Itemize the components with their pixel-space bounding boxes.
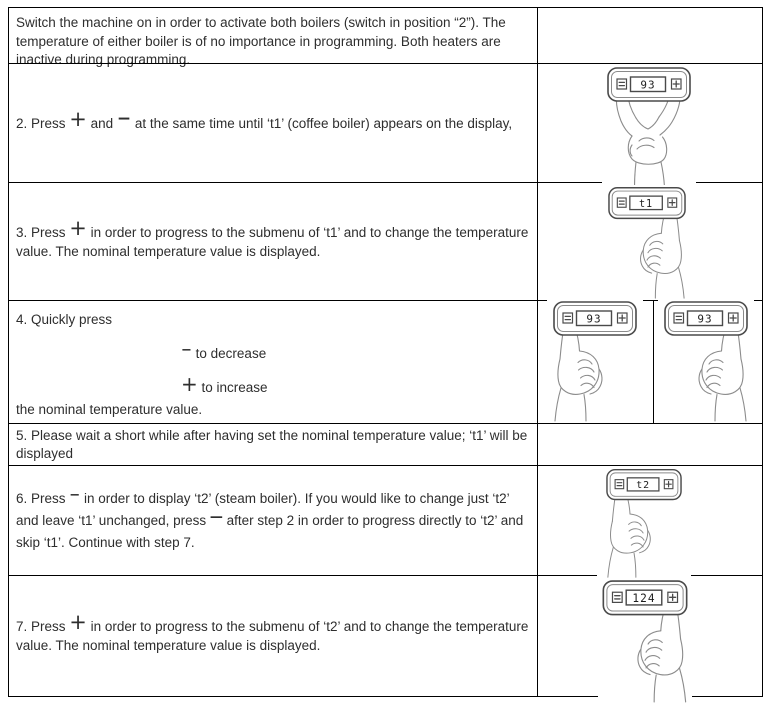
step-row-7 [9,575,762,696]
figure-press-plus-124 [598,578,692,704]
minus-symbol: − [181,343,192,359]
device-hand-illustration [547,299,643,423]
figure-press-both [602,65,696,189]
device-display: 93 [586,312,602,326]
pointing-hand [608,489,650,577]
device-hand-illustration [600,185,694,300]
instruction-table [8,7,763,697]
plus-symbol: + [69,216,87,241]
plus-symbol: + [181,371,198,396]
device-hand-illustration [598,578,692,704]
step4-intro: 4. Quickly press [16,311,113,327]
figure-cell-4 [538,301,762,423]
figure-cell-7 [538,576,762,696]
pointing-hand [638,602,686,701]
step7-pre: 7. Press [16,619,70,635]
step-row-1 [9,8,762,67]
instruction-text-3 [9,183,538,300]
step7-post: in order to progress to the submenu of ‘t2’ and to change the temperature value. The nominal temperature value is displayed. [16,619,529,653]
figure-press-minus-t2 [597,467,691,579]
instruction-text-4 [9,301,538,423]
instruction-text-1 [9,8,538,67]
device-display: t2 [636,480,650,492]
device-hand-illustration [658,299,754,423]
pointing-hand [641,208,685,298]
pointing-hand [699,323,746,421]
figure-cell-1 [538,8,762,63]
device-hand-illustration [602,65,696,189]
figure-cell-6 [538,466,762,575]
device-display: 93 [697,312,713,326]
minus-symbol: − [69,488,81,504]
step-row-6 [9,465,762,575]
step4-decrease-label: to decrease [191,346,267,362]
minus-symbol: — [209,510,223,526]
instruction-text-5 [9,424,538,465]
step6-pre: 6. Press [16,491,70,507]
step3-post: in order to progress to the submenu of ‘t1’ and to change the temperature value. The nominal temperature value is displayed. [16,225,529,259]
step2-mid: and [86,115,117,131]
figure-cell-3 [538,183,762,300]
plus-symbol: + [69,106,87,131]
step-row-2 [9,63,762,182]
instruction-text-7 [9,576,538,696]
plus-symbol: + [69,610,87,635]
figure-cell-2 [538,64,762,182]
step2-post: at the same time until ‘t1’ (coffee boiler) appears on the display, [131,115,513,131]
minus-symbol: − [116,108,132,129]
device-display: 124 [632,591,656,605]
step5-text: 5. Please wait a short while after having set the nominal temperature value; ‘t1’ will be displayed [16,427,528,462]
figure-subcell-increase [654,301,762,423]
step4-outro: the nominal temperature value. [16,402,203,418]
step-row-5 [9,423,762,465]
step1-text: Switch the machine on in order to activate both boilers (switch in position “2”). The temperature of either boiler is of no importance in programming. Both heaters are inactive during programming. [16,15,506,67]
step4-increase-label: to increase [197,379,268,395]
step-row-3 [9,182,762,300]
step6-post: after step 2 in order to progress directly to ‘t2’ and skip ‘t1’. Continue with step 7. [16,513,524,551]
figure-press-plus [658,299,754,423]
pointing-hand [555,323,602,421]
step6-mid: in order to display ‘t2’ (steam boiler). If you would like to change just ‘t2’ and leave ‘t1’ unchanged, press [16,491,510,529]
two-finger-hand [616,90,680,187]
device-display: t1 [639,199,654,211]
instruction-text-6 [9,466,538,575]
instruction-text-2 [9,64,538,182]
figure-press-plus-t1 [600,185,694,300]
device-display: 93 [640,78,656,92]
device-hand-illustration [597,467,691,579]
step-row-4 [9,300,762,423]
figure-press-minus [547,299,643,423]
figure-subcell-decrease [538,301,654,423]
figure-cell-5 [538,424,762,465]
step3-pre: 3. Press [16,225,70,241]
step2-pre: 2. Press [16,115,70,131]
